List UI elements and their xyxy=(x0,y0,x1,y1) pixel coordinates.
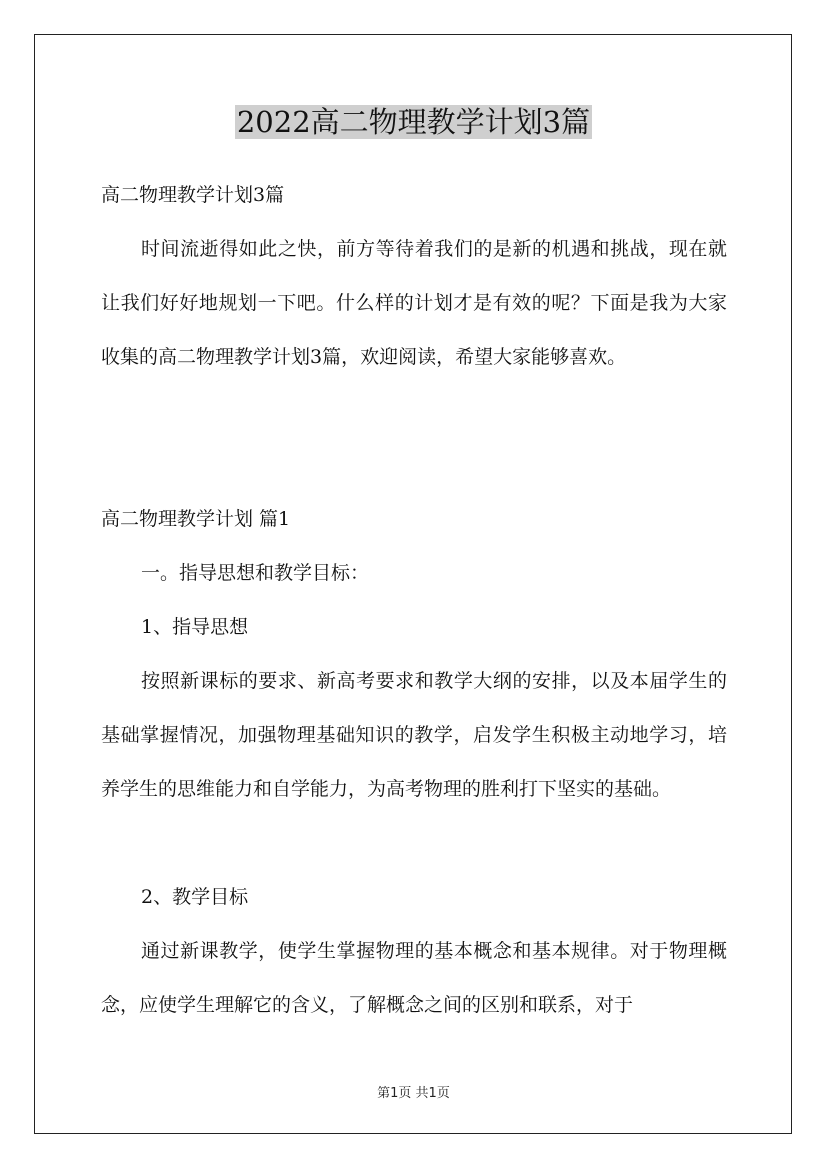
item1-heading: 1、指导思想 xyxy=(141,616,249,638)
page-number: 第1页 共1页 xyxy=(377,1086,450,1101)
intro-paragraph: 时间流逝得如此之快，前方等待着我们的是新的机遇和挑战，现在就让我们好好地规划一下吧。什么样的计划才是有效的呢？下面是我为大家收集的高二物理教学计划3篇，欢迎阅读，希望大家能够喜欢。 xyxy=(101,238,727,368)
part-heading: 一。指导思想和教学目标： xyxy=(141,562,370,584)
item2-heading: 2、教学目标 xyxy=(141,886,249,908)
document-subtitle: 高二物理教学计划3篇 xyxy=(101,184,285,206)
section-heading: 高二物理教学计划 篇1 xyxy=(101,508,291,530)
document-title xyxy=(0,100,827,144)
item2-body: 通过新课教学，使学生掌握物理的基本概念和基本规律。对于物理概念，应使学生理解它的含义，了解概念之间的区别和联系，对于 xyxy=(101,940,727,1016)
page-footer xyxy=(0,1082,827,1101)
item1-body: 按照新课标的要求、新高考要求和教学大纲的安排，以及本届学生的基础掌握情况，加强物理基础知识的教学，启发学生积极主动地学习，培养学生的思维能力和自学能力，为高考物理的胜利打下坚实的基础。 xyxy=(101,670,727,800)
document-title-text: 2022高二物理教学计划3篇 xyxy=(236,105,591,139)
